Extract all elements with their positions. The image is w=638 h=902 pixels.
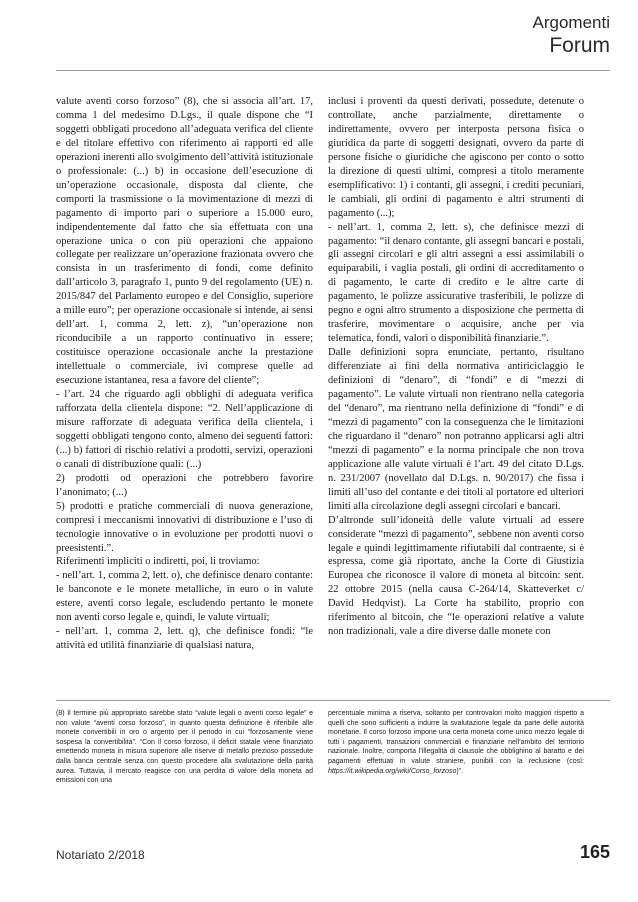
section-label: Argomenti [532,13,610,32]
left-column [56,95,313,653]
paragraph: 2) prodotti od operazioni che potrebbero favorire l’anonimato; (...) [56,472,313,498]
paragraph: Dalle definizioni sopra enunciate, pertanto, risultano differenziate ai fini della normativa antiriciclaggio le definizioni di “denaro”, di “fondi” e di “mezzi di pagamento”. Le valute virtuali non rientrano nella categoria del “denaro”, ma rientrano nella definizione di “fondi” e di “mezzi di pagamento” con la conseguenza che le limitazioni che riguardano il “denaro” non potranno applicarsi agli altri “mezzi di pagamento” e la norma principale che non trova applicazione alle valute virtuali è l’art. 49 del citato D.Lgs. n. 231/2007 (novellato dal D.Lgs. n. 90/2017) che fissa i limiti all’uso del contante e dei titoli al portatore ed ulteriori limiti alla circolazione degli assegni circolari e bancari. [328,347,584,512]
paragraph: inclusi i proventi da questi derivati, possedute, detenute o controllate, anche parzialmente, direttamente o indirettamente, ovvero per interposta persona fisica o giuridica da parte di soggetti designati, ovvero da parte di persone fisiche o giuridiche che agiscono per conto o sotto la direzione di questi ultimi, compresi a titolo meramente esemplificativo: 1) i contanti, gli assegni, i crediti pecuniari, le cambiali, gli ordini di pagamento e altri strumenti di pagamento (...); [328,96,584,219]
right-column [328,95,584,639]
footnote-end: )”. [456,767,463,775]
paragraph: Riferimenti impliciti o indiretti, poi, li troviamo: [56,556,260,568]
footnote-left: (8) Il termine più appropriato sarebbe stato “valute legali o aventi corso legale” e non valute “aventi corso forzoso”, in quanto questa definizione è riferibile alle monete convertibili in oro o argento per il periodo in cui “forzosamente viene sospesa la convertibilità”. “Con il corso forzoso, il deficit statale viene finanziato emettendo moneta in misura superiore alle riserve di metallo prezioso possedute dalla banca centrale senza con questo procedere alla svalutazione della parità aurea. Tuttavia, il mercato reagisce con una perdita di valore della moneta ad emissioni con una [56,710,313,785]
page-header [533,12,610,58]
header-divider [56,70,610,71]
paragraph: D’altronde sull’idoneità delle valute virtuali ad essere considerate “mezzi di pagamento”, sebbene non aventi corso legale e quindi legittimamente rifiutabili dal contraente, si è espressa, come già riportato, anche la Corte di Giustizia Europea che riconosce il valore di moneta al bitcoin: sent. 22 ottobre 2015 (nella causa C-264/14, Skatteverket c/ David Hedqvist). La Corte ha stabilito, proprio con riferimento al bitcoin, che “le operazioni relative a valute non tradizionali, vale a dire diverse dalle monete con [328,514,584,638]
magazine-title: Forum [549,34,610,57]
footnote-right [328,709,584,776]
paragraph: 5) prodotti e pratiche commerciali di nuova generazione, compresi i meccanismi innovativi di distribuzione e l’uso di tecnologie innovative o in evoluzione per prodotti nuovi o preesistenti.”. [56,500,313,554]
paragraph: - nell’art. 1, comma 2, lett. o), che definisce denaro contante: le banconote e le monete metalliche, in euro o in valute estere, aventi corso legale, escludendo pertanto le monete non aventi corso legale e, quindi, le valute virtuali; [56,570,313,624]
page-number: 165 [579,842,610,862]
paragraph: - l’art. 24 che riguardo agli obblighi di adeguata verifica rafforzata della clientela dispone: “2. Nell’applicazione di misure rafforzate di adeguata verifica della clientela, i soggetti obbligati tengono conto, almeno dei seguenti fattori: (...) b) fattori di rischio relativi a prodotti, servizi, operazioni o canali di distribuzione quali: (...) [56,389,313,470]
footnote-right-text: percentuale minima a riserva, soltanto per controvalori molto maggiori rispetto a quelli che sono sufficienti a indurre la svalutazione legale da parte delle autorità monetarie. Il corso forzoso impone una certa moneta come unico mezzo legale di tutti i pagamenti, transazioni commerciali e finanziarie nell’ambito del territorio nazionale. Inoltre, comporta l’illegalità di clausole che obblighino al baratto e dei pagamenti effettuati in valute straniere, punibili con la reclusione (così: [328,710,584,765]
footnote-divider [56,700,610,701]
footnote-link[interactable]: https://it.wikipedia.org/wiki/Corso_forzoso [328,767,457,775]
journal-issue: Notariato 2/2018 [56,848,145,862]
paragraph: valute aventi corso forzoso” (8), che si associa all’art. 17, comma 1 del medesimo D.Lgs., il quale dispone che “I soggetti obbligati procedono all’adeguata verifica del cliente e del titolare effettivo con riferimento ai rapporti ed alle operazioni inerenti allo svolgimento dell’attività istituzionale o professionale: (...) b) in occasione dell’esecuzione di un’operazione occasionale, disposta dal cliente, che comporti la trasmissione o la movimentazione di mezzi di pagamento di importo pari o superiore a 15.000 euro, indipendentemente dal fatto che sia effettuata con una operazione unica o con più operazioni che appaiono collegate per realizzare un’operazione frazionata ovvero che consista in un trasferimento di fondi, come definito dall’articolo 3, paragrafo 1, punto 9 del regolamento (UE) n. 2015/847 del Parlamento europeo e del Consiglio, superiore a mille euro”; per operazione occasionale si intende, ai sensi dell’art. 1, comma 2, lett. z), “un’operazione non riconducibile a un rapporto continuativo in essere; costituisce operazione occasionale anche la prestazione intellettuale o commerciale, ivi comprese quelle ad esecuzione istantanea, resa a favore del cliente”; [56,96,313,387]
paragraph: - nell’art. 1, comma 2, lett. s), che definisce mezzi di pagamento: “il denaro contante, gli assegni bancari e postali, gli assegni circolari e gli altri assegni a essi assimilabili o equiparabili, i vaglia postali, gli ordini di accreditamento o di pagamento, le carte di credito e le altre carte di pagamento, le polizze assicurative trasferibili, le polizze di pegno e ogni altro strumento a disposizione che permetta di trasferire, movimentare o acquisire, anche per via telematica, fondi, valori o disponibilità finanziarie.”. [328,221,584,345]
paragraph: - nell’art. 1, comma 2, lett. q), che definisce fondi: “le attività ed utilità finanziarie di qualsiasi natura, [56,626,313,652]
